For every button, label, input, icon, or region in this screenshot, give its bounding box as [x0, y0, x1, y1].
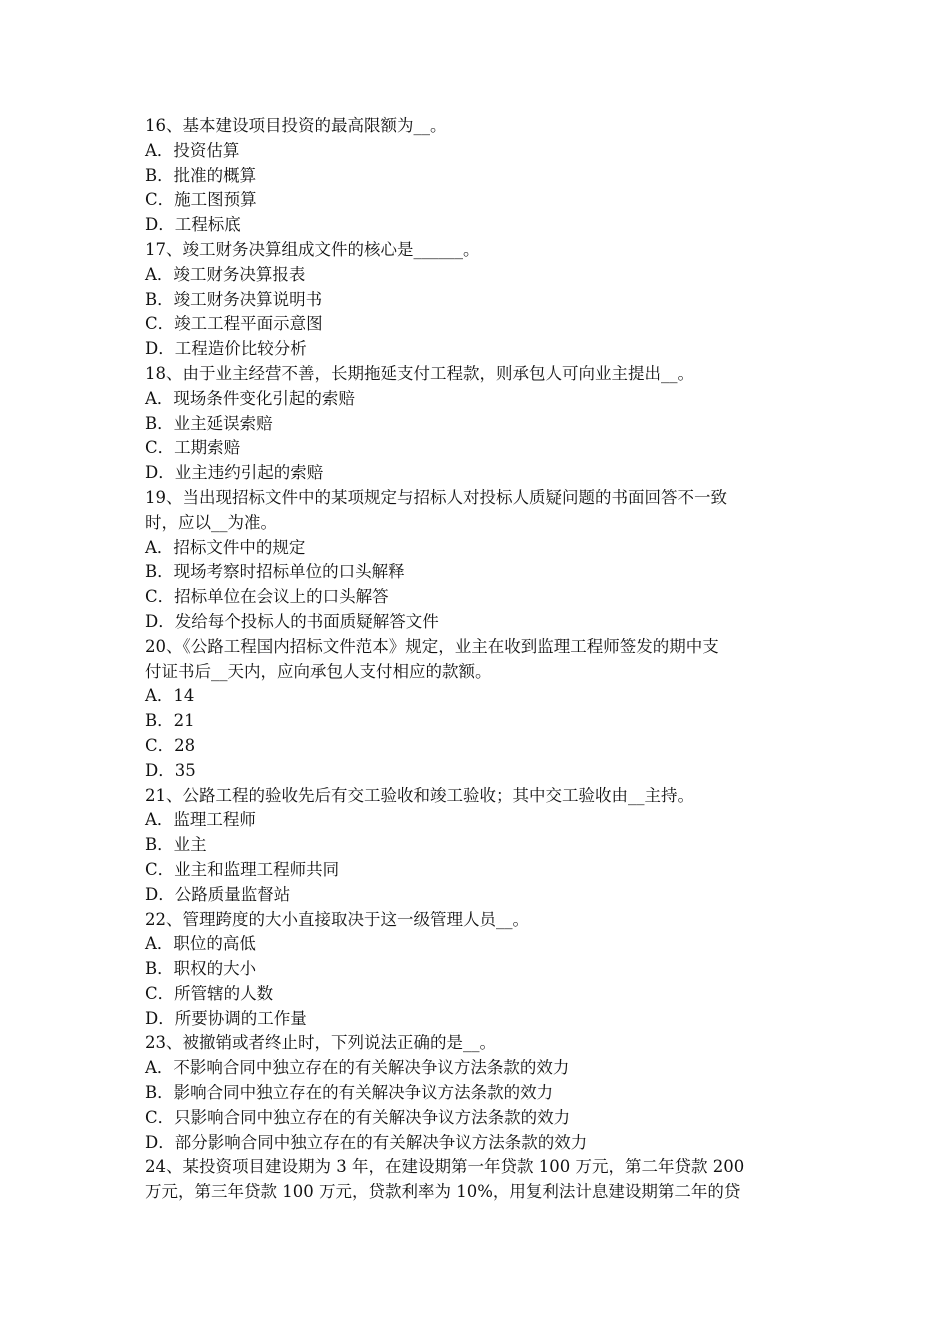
text-line: 时，应以__为准。	[145, 512, 277, 532]
text-line: A．招标文件中的规定	[145, 537, 306, 557]
text-line: 18、由于业主经营不善，长期拖延支付工程款，则承包人可向业主提出__。	[145, 363, 694, 383]
text-line: C．施工图预算	[145, 190, 257, 210]
text-line: 17、竣工财务决算组成文件的核心是______。	[145, 239, 480, 259]
text-line: 24、某投资项目建设期为 3 年，在建设期第一年贷款 100 万元，第二年贷款 200	[145, 1157, 745, 1177]
text-line: C．只影响合同中独立存在的有关解决争议方法条款的效力	[145, 1107, 571, 1127]
text-line: B．21	[145, 711, 195, 731]
text-line: 22、管理跨度的大小直接取决于这一级管理人员__。	[145, 909, 529, 929]
text-line: B．现场考察时招标单位的口头解释	[145, 562, 405, 582]
text-line: A．现场条件变化引起的索赔	[145, 388, 355, 408]
text-line: 付证书后__天内，应向承包人支付相应的款额。	[145, 661, 492, 681]
text-line: D．所要协调的工作量	[145, 1008, 307, 1028]
text-line: 23、被撤销或者终止时，下列说法正确的是__。	[145, 1033, 496, 1053]
text-line: B．业主延误索赔	[145, 413, 273, 433]
text-line: B．业主	[145, 835, 207, 855]
question-text-block	[145, 114, 810, 1205]
text-line: B．批准的概算	[145, 165, 257, 185]
text-line: 19、当出现招标文件中的某项规定与招标人对投标人质疑问题的书面回答不一致	[145, 487, 727, 507]
text-line: A．不影响合同中独立存在的有关解决争议方法条款的效力	[145, 1058, 570, 1078]
text-line: A．监理工程师	[145, 810, 256, 830]
text-line: C．业主和监理工程师共同	[145, 859, 340, 879]
text-line: A．竣工财务决算报表	[145, 264, 306, 284]
text-line: A．职位的高低	[145, 934, 256, 954]
text-line: D．部分影响合同中独立存在的有关解决争议方法条款的效力	[145, 1132, 588, 1152]
text-line: D．工程造价比较分析	[145, 339, 307, 359]
text-line: C．28	[145, 735, 196, 755]
text-line: D．工程标底	[145, 215, 241, 235]
text-line: A．投资估算	[145, 140, 240, 160]
text-line: D．发给每个投标人的书面质疑解答文件	[145, 611, 439, 631]
text-line: D．业主违约引起的索赔	[145, 463, 324, 483]
text-line: C．工期索赔	[145, 438, 241, 458]
text-line: A．14	[145, 686, 195, 706]
text-line: 16、基本建设项目投资的最高限额为__。	[145, 116, 447, 135]
text-line: C．竣工工程平面示意图	[145, 314, 323, 334]
text-line: 21、公路工程的验收先后有交工验收和竣工验收；其中交工验收由__主持。	[145, 785, 694, 805]
text-line: D．公路质量监督站	[145, 884, 291, 904]
text-line: D．35	[145, 760, 196, 780]
text-line: 万元，第三年贷款 100 万元，贷款利率为 10%，用复利法计息建设期第二年的贷	[145, 1182, 741, 1202]
text-line: C．招标单位在会议上的口头解答	[145, 587, 389, 607]
text-line: 20、《公路工程国内招标文件范本》规定，业主在收到监理工程师签发的期中支	[145, 636, 719, 656]
text-line: B．竣工财务决算说明书	[145, 289, 323, 309]
text-line: B．职权的大小	[145, 959, 257, 979]
text-line: C．所管辖的人数	[145, 983, 274, 1003]
text-line: B．影响合同中独立存在的有关解决争议方法条款的效力	[145, 1083, 554, 1103]
